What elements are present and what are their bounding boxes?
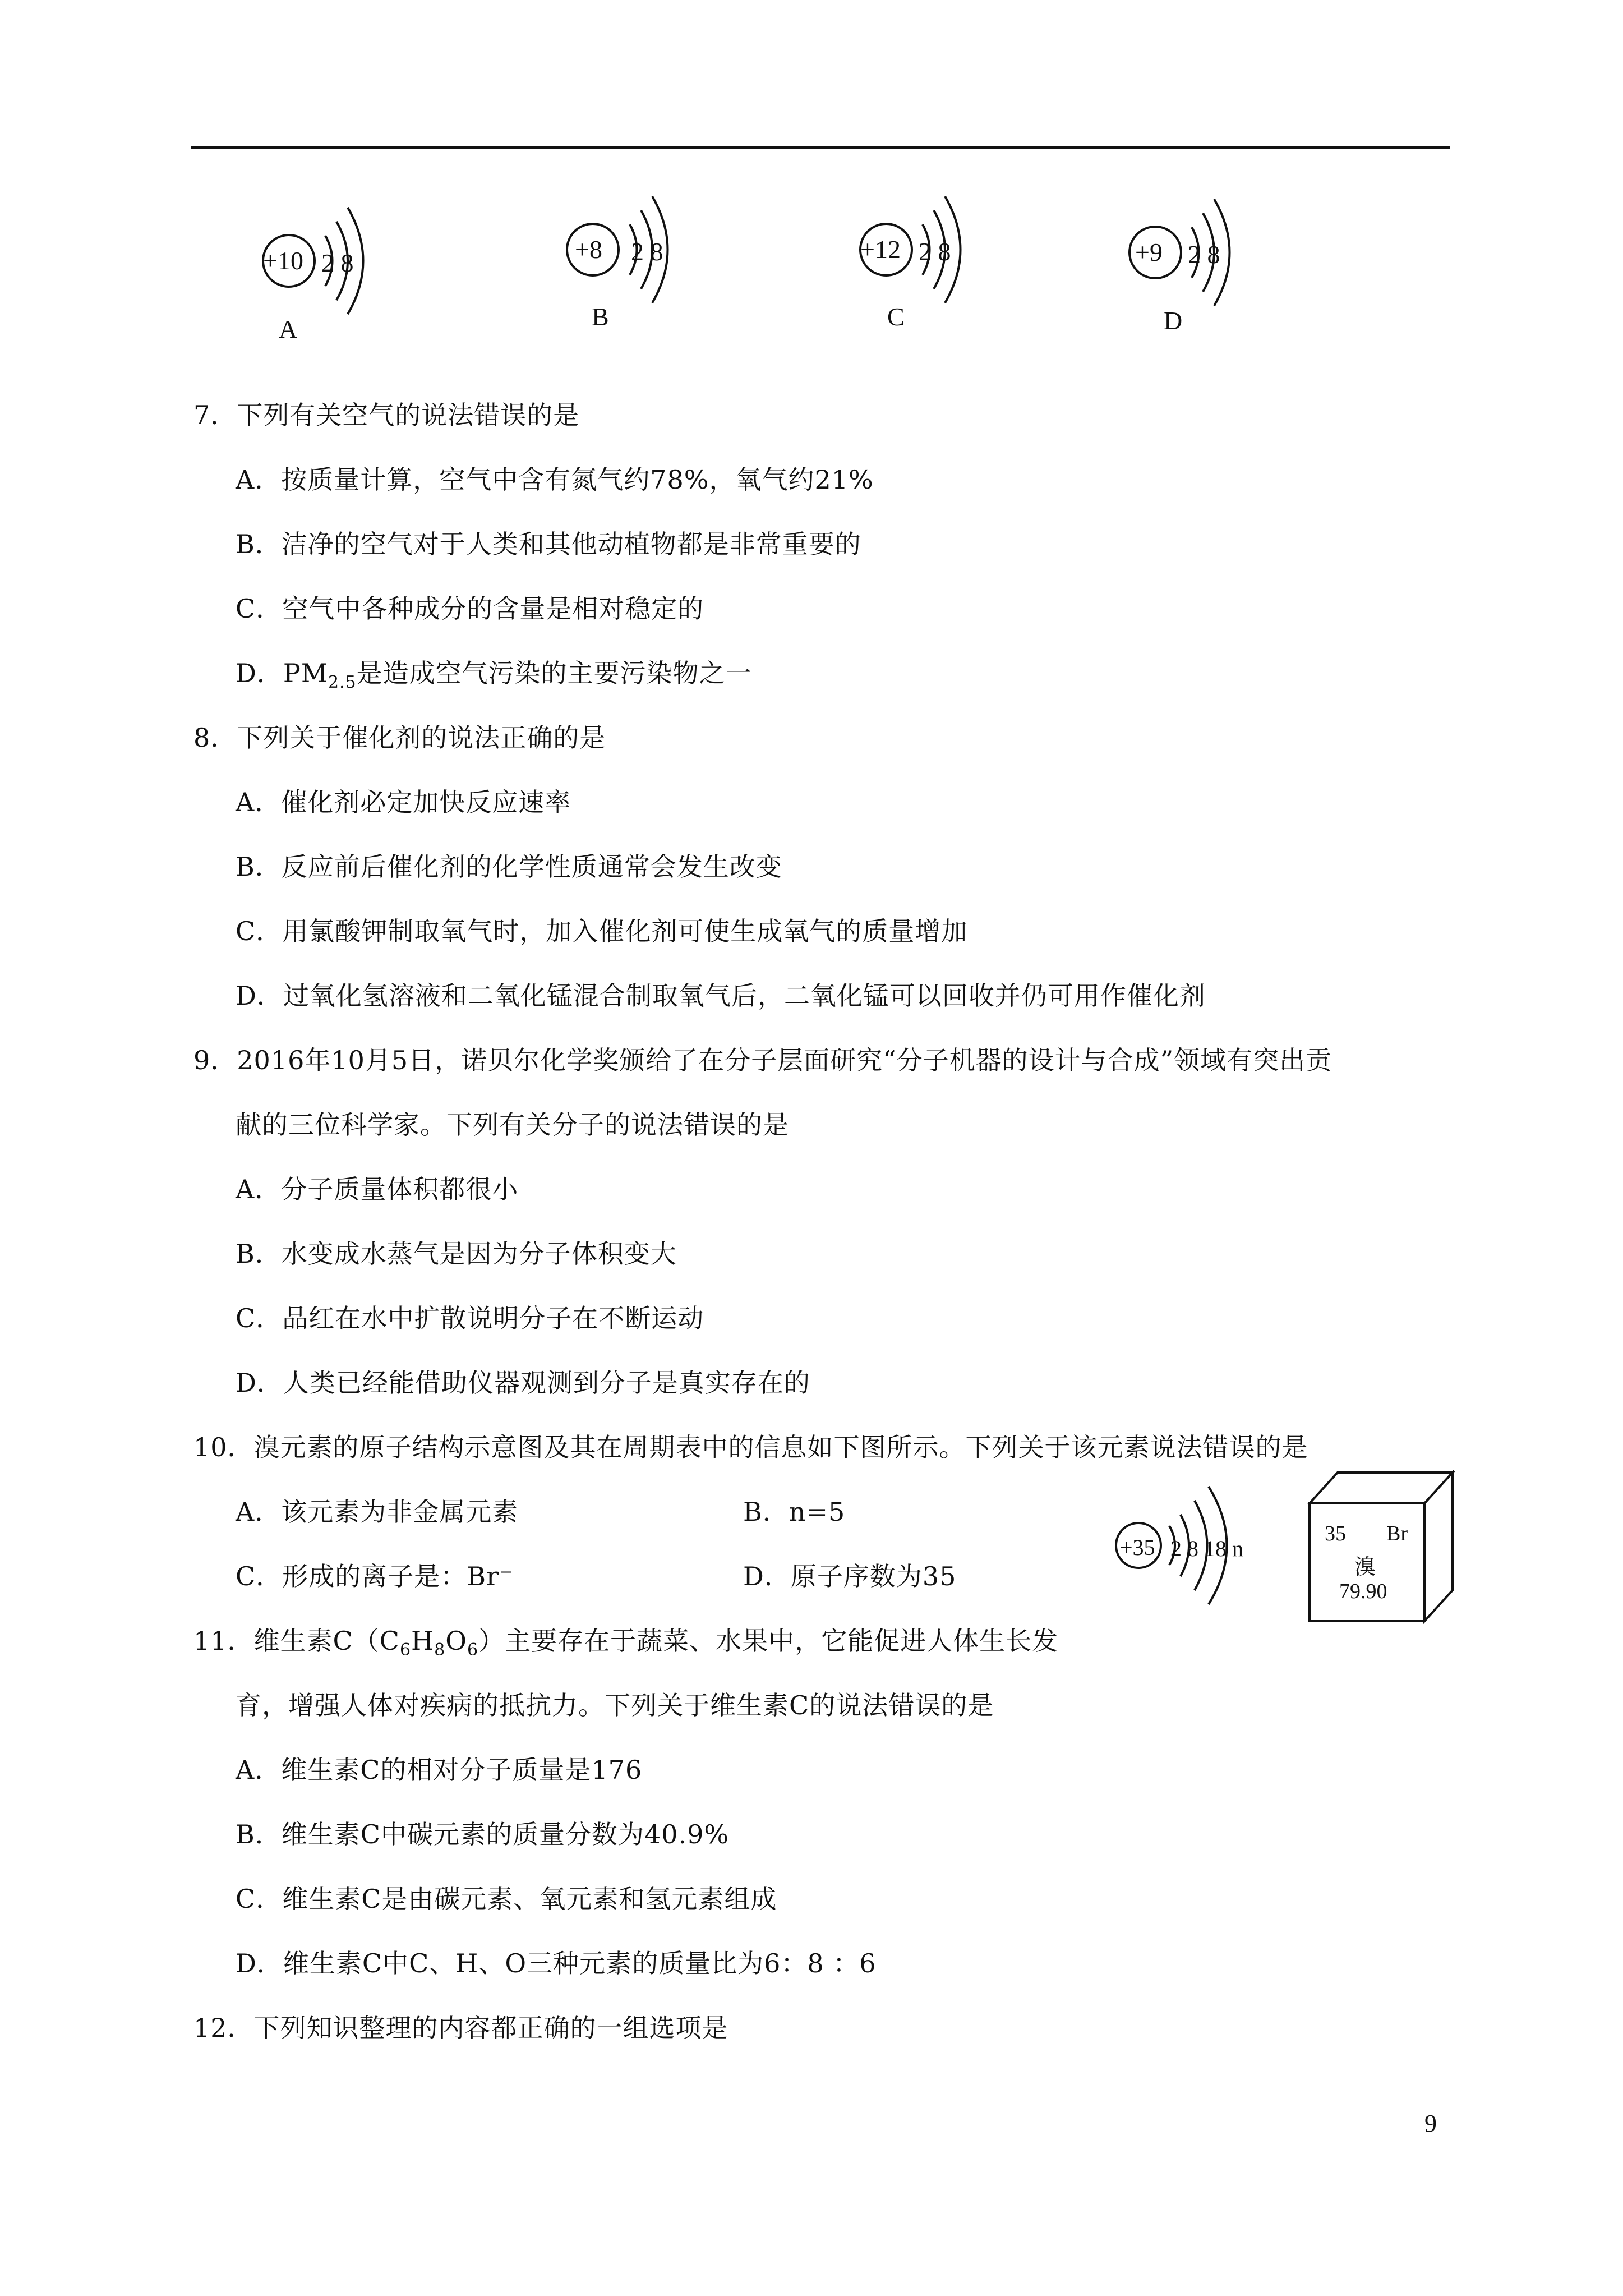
cell-atomic-number: 35 [1325, 1522, 1346, 1545]
q7-d-suffix: 是造成空气污染的主要污染物之一 [356, 658, 752, 688]
q10-option-a: A．该元素为非金属元素 [236, 1497, 519, 1527]
atom-diagram-c [852, 191, 987, 331]
atom-a-label: A [279, 315, 298, 343]
atom-b-nucleus: +8 [575, 235, 602, 264]
q8-stem: 8．下列关于催化剂的说法正确的是 [193, 723, 606, 753]
q11-stem-prefix: 11．维生素C（C [193, 1626, 400, 1656]
cell-symbol: Br [1386, 1522, 1408, 1545]
q8-option-b: B．反应前后催化剂的化学性质通常会发生改变 [236, 852, 782, 882]
q11-stem-line1 [193, 1624, 1058, 1667]
q7-d-subscript: 2.5 [328, 673, 357, 692]
page-number: 9 [1424, 2110, 1437, 2137]
q11-option-c: C．维生素C是由碳元素、氧元素和氢元素组成 [236, 1884, 777, 1914]
atom-diagram-a [255, 202, 390, 343]
atom-a-shells: 2 8 [321, 249, 354, 277]
q8-option-d: D．过氧化氢溶液和二氧化锰混合制取氧气后，二氧化锰可以回收并仍可用作催化剂 [236, 981, 1206, 1011]
q10-option-b: B．n=5 [743, 1497, 846, 1527]
atom-diagram-d [1122, 194, 1256, 335]
periodic-table-cell [1307, 1470, 1458, 1626]
q11-option-b: B．维生素C中碳元素的质量分数为40.9% [236, 1819, 730, 1849]
q7-option-c: C．空气中各种成分的含量是相对稳定的 [236, 593, 704, 624]
bromine-shells: 2 8 18 n [1170, 1536, 1243, 1561]
q9-stem-line2: 献的三位科学家。下列有关分子的说法错误的是 [236, 1110, 789, 1140]
q11-sub-c: 6 [399, 1640, 412, 1660]
q8-option-c: C．用氯酸钾制取氧气时，加入催化剂可使生成氧气的质量增加 [236, 916, 968, 946]
q7-option-b: B．洁净的空气对于人类和其他动植物都是非常重要的 [236, 529, 861, 559]
atom-diagram-b [564, 191, 698, 331]
q9-option-c: C．品红在水中扩散说明分子在不断运动 [236, 1303, 704, 1333]
q11-stem-line2: 育，增强人体对疾病的抵抗力。下列关于维生素C的说法错误的是 [236, 1690, 994, 1720]
atom-d-nucleus: +9 [1135, 238, 1163, 266]
atom-b-shells: 2 8 [631, 237, 663, 266]
q11-o: O [445, 1626, 467, 1656]
atom-c-label: C [887, 302, 905, 331]
q9-stem-line1: 9．2016年10月5日，诺贝尔化学奖颁给了在分子层面研究“分子机器的设计与合成”领域有突出贡 [193, 1045, 1332, 1075]
q9-option-a: A．分子质量体积都很小 [236, 1174, 519, 1204]
q9-option-d: D．人类已经能借助仪器观测到分子是真实存在的 [236, 1368, 810, 1398]
atom-c-shells: 2 8 [919, 237, 951, 266]
atom-a-nucleus: +10 [263, 246, 303, 275]
q9-option-b: B．水变成水蒸气是因为分子体积变大 [236, 1239, 677, 1269]
q11-option-a: A．维生素C的相对分子质量是176 [236, 1755, 643, 1785]
q11-h: H [411, 1626, 435, 1656]
atom-d-shells: 2 8 [1188, 240, 1220, 269]
q7-d-prefix: D．PM [236, 658, 328, 688]
atom-b-label: B [592, 302, 609, 331]
q11-option-d: D．维生素C中C、H、O三种元素的质量比为6：8 ：6 [236, 1948, 877, 1978]
q10-option-d: D．原子序数为35 [743, 1561, 957, 1591]
cell-name: 溴 [1354, 1554, 1376, 1579]
bromine-atom-diagram [1113, 1484, 1265, 1613]
q12-stem: 12．下列知识整理的内容都正确的一组选项是 [193, 2013, 728, 2043]
bromine-nucleus: +35 [1120, 1535, 1155, 1560]
q10-option-c: C．形成的离子是：Br⁻ [236, 1561, 514, 1591]
q7-stem: 7．下列有关空气的说法错误的是 [193, 400, 580, 430]
q7-option-d [236, 656, 752, 700]
atom-c-nucleus: +12 [860, 235, 901, 264]
header-rule [191, 146, 1450, 149]
q7-option-a: A．按质量计算，空气中含有氮气约78%，氧气约21% [236, 464, 874, 495]
q11-sub-h: 8 [434, 1640, 446, 1660]
atom-d-label: D [1164, 306, 1183, 335]
q11-sub-o: 6 [467, 1640, 479, 1660]
q10-stem: 10．溴元素的原子结构示意图及其在周期表中的信息如下图所示。下列关于该元素说法错误的是 [193, 1432, 1308, 1462]
q8-option-a: A．催化剂必定加快反应速率 [236, 787, 571, 817]
q11-stem-suffix: ）主要存在于蔬菜、水果中，它能促进人体生长发 [478, 1626, 1059, 1656]
cell-atomic-mass: 79.90 [1339, 1580, 1387, 1603]
